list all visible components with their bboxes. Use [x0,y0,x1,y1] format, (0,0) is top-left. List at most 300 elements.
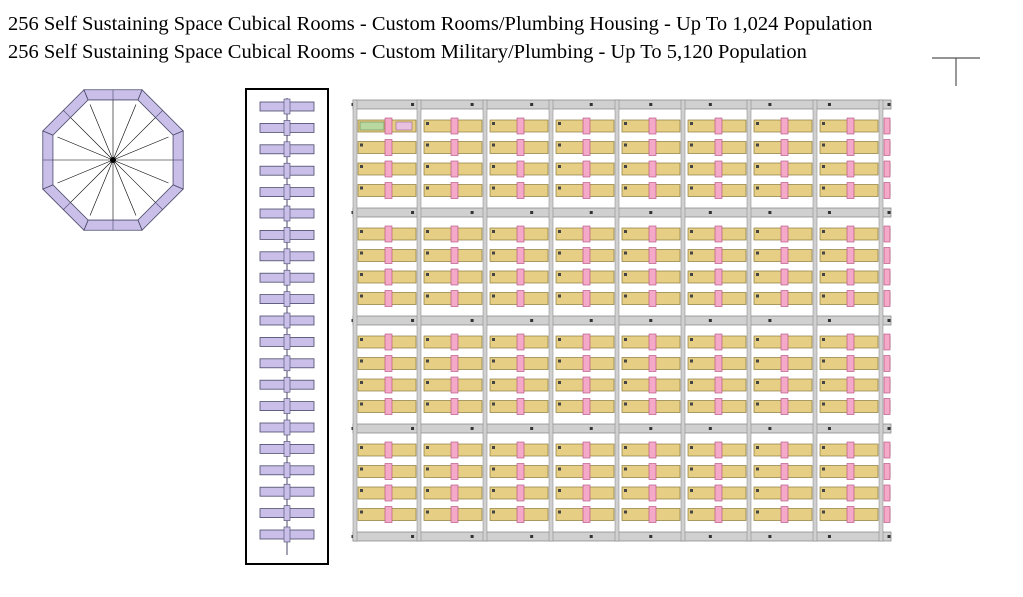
plumbing-unit [781,291,788,307]
vertical-shaft [879,100,883,541]
room-door [492,187,495,190]
room-door [624,295,627,298]
corridor-node [828,319,831,322]
room-door [558,144,561,147]
corridor-node [411,211,414,214]
plumbing-unit [385,183,392,199]
corridor-node [530,535,533,538]
plumbing-unit [517,140,524,156]
plumbing-unit [884,442,890,458]
room-detail-furniture [360,122,384,130]
plumbing-unit [583,118,590,134]
plumbing-unit [517,226,524,242]
corridor-node [888,535,891,538]
plumbing-unit [517,356,524,372]
room-door [690,230,693,233]
plumbing-unit [583,399,590,415]
room-door [360,360,363,363]
room-door [492,252,495,255]
plumbing-unit [847,183,854,199]
plumbing-unit [781,399,788,415]
plumbing-unit [884,226,890,242]
room-door [822,489,825,492]
stack-connector [284,99,290,114]
corridor-node [828,211,831,214]
plumbing-unit [781,356,788,372]
plumbing-unit [517,507,524,523]
room-door [822,165,825,168]
corridor-node [590,319,593,322]
room-door [492,381,495,384]
plumbing-unit [649,226,656,242]
plumbing-unit [583,377,590,393]
plumbing-unit [451,399,458,415]
corridor [353,424,891,433]
corridor-node [411,427,414,430]
room-detail-fixture [396,122,412,130]
room-door [492,468,495,471]
plumbing-unit [517,485,524,501]
room-door [624,273,627,276]
room-door [426,295,429,298]
plumbing-unit [451,269,458,285]
plumbing-unit [385,291,392,307]
room-door [624,165,627,168]
room-door [822,295,825,298]
octagon-spoke [67,160,113,206]
room-door [558,403,561,406]
corridor-node [411,319,414,322]
stack-connector [284,334,290,349]
stack-connector [284,313,290,328]
plumbing-unit [715,485,722,501]
room-door [492,403,495,406]
stack-connector [284,484,290,499]
octagon-habitat-diagram [32,82,194,238]
stack-connector [284,463,290,478]
plumbing-unit [649,248,656,264]
tee-connector-symbol [930,56,982,86]
room-door [426,165,429,168]
room-door [426,381,429,384]
corridor-node [768,427,771,430]
plumbing-unit [884,248,890,264]
plumbing-unit [715,269,722,285]
stack-connector [284,399,290,414]
room-door [756,295,759,298]
plumbing-unit [715,118,722,134]
room-door [558,489,561,492]
plumbing-unit [715,377,722,393]
corridor-node [709,103,712,106]
corridor-node [709,319,712,322]
room-door [558,273,561,276]
corridor [353,100,891,109]
plumbing-unit [517,377,524,393]
room-door [690,252,693,255]
room-door [690,381,693,384]
corridor-node [709,535,712,538]
plumbing-unit [451,291,458,307]
corridor-node [471,319,474,322]
room-door [492,489,495,492]
plumbing-unit [884,356,890,372]
plumbing-unit [517,464,524,480]
room-door [822,230,825,233]
corridor-node [471,535,474,538]
room-door [492,360,495,363]
plumbing-unit [847,464,854,480]
stack-connector [284,249,290,264]
room-door [426,273,429,276]
room-door [624,122,627,125]
corridor [353,316,891,325]
stack-connector [284,270,290,285]
plumbing-unit [847,291,854,307]
stack-connector [284,420,290,435]
stack-connector [284,142,290,157]
room-door [756,338,759,341]
room-door [360,403,363,406]
plumbing-unit [715,507,722,523]
room-door [558,252,561,255]
corridor-node [768,103,771,106]
corridor-node [888,103,891,106]
corridor-node [530,427,533,430]
stack-connector [284,441,290,456]
plumbing-unit [884,334,890,350]
room-door [624,381,627,384]
plumbing-unit [451,442,458,458]
room-door [558,295,561,298]
corridor-node [888,427,891,430]
room-door [558,381,561,384]
room-door [822,360,825,363]
room-door [822,446,825,449]
plumbing-unit [847,507,854,523]
vertical-shaft [681,100,685,541]
plumbing-unit [781,485,788,501]
plumbing-unit [884,140,890,156]
plumbing-unit [781,226,788,242]
plumbing-unit [781,248,788,264]
corridor-node [709,211,712,214]
corridor-node [411,535,414,538]
plumbing-unit [649,269,656,285]
corridor-node [828,103,831,106]
room-door [690,165,693,168]
corridor-node [649,211,652,214]
vertical-shaft [615,100,619,541]
plumbing-unit [649,399,656,415]
corridor-node [828,427,831,430]
plumbing-unit [451,140,458,156]
plumbing-unit [451,161,458,177]
room-door [690,273,693,276]
title-line-2: 256 Self Sustaining Space Cubical Rooms - Custom Military/Plumbing - Up To 5,120 Population [8,41,807,63]
plumbing-unit [583,334,590,350]
plumbing-unit [715,248,722,264]
plumbing-unit [385,248,392,264]
stack-connector [284,206,290,221]
room-door [558,187,561,190]
room-door [756,144,759,147]
plumbing-unit [847,248,854,264]
room-door [426,144,429,147]
plumbing-unit [847,377,854,393]
room-door [822,252,825,255]
room-door [426,489,429,492]
corridor [353,208,891,217]
room-door [624,338,627,341]
plumbing-unit [451,464,458,480]
vertical-shaft [483,100,487,541]
plumbing-unit [649,464,656,480]
room-door [690,360,693,363]
vertical-shaft [417,100,421,541]
plumbing-unit [583,291,590,307]
plumbing-unit [715,399,722,415]
room-door [360,338,363,341]
corridor-node [471,103,474,106]
plumbing-unit [781,269,788,285]
plumbing-unit [884,161,890,177]
room-door [756,122,759,125]
plumbing-unit [847,140,854,156]
octagon-spoke [113,114,159,160]
plumbing-unit [385,118,392,134]
plumbing-unit [451,226,458,242]
plumbing-unit [517,183,524,199]
corridor-node [590,427,593,430]
plumbing-unit [517,442,524,458]
room-door [492,144,495,147]
plumbing-unit [583,161,590,177]
room-door [690,144,693,147]
plumbing-unit [583,248,590,264]
plumbing-unit [385,140,392,156]
room-door [360,295,363,298]
corridor-node [768,319,771,322]
room-door [426,187,429,190]
room-door [426,403,429,406]
stack-connector [284,527,290,542]
room-door [360,489,363,492]
plumbing-unit [517,334,524,350]
plumbing-unit [649,161,656,177]
corridor-node [649,427,652,430]
corridor-node [471,427,474,430]
plumbing-unit [517,291,524,307]
room-door [822,403,825,406]
room-door [360,187,363,190]
room-door [492,511,495,514]
room-door [756,489,759,492]
plumbing-unit [781,183,788,199]
room-door [756,252,759,255]
corridor-node [530,211,533,214]
plumbing-unit [583,183,590,199]
corridor-node [590,535,593,538]
plumbing-unit [385,269,392,285]
room-door [690,295,693,298]
room-door [756,187,759,190]
room-door [360,273,363,276]
room-door [624,187,627,190]
octagon-hub [110,157,116,163]
plumbing-unit [847,269,854,285]
plumbing-unit [847,485,854,501]
room-door [360,468,363,471]
corridor-node [471,211,474,214]
plumbing-unit [847,334,854,350]
plumbing-unit [781,507,788,523]
plumbing-unit [715,183,722,199]
room-door [558,230,561,233]
plumbing-unit [715,291,722,307]
room-door [624,468,627,471]
vertical-shaft [353,100,357,541]
corridor-node [888,211,891,214]
room-door [624,252,627,255]
plumbing-unit [649,485,656,501]
room-door [690,446,693,449]
room-door [360,165,363,168]
stack-connector [284,163,290,178]
room-door [492,273,495,276]
stack-connector [284,185,290,200]
plumbing-unit [385,356,392,372]
room-door [426,511,429,514]
corridor-node [649,535,652,538]
plumbing-unit [583,226,590,242]
plumbing-unit [451,248,458,264]
plumbing-unit [385,226,392,242]
room-door [822,122,825,125]
plumbing-unit [385,161,392,177]
corridor-node [768,211,771,214]
room-door [690,489,693,492]
plumbing-unit [517,399,524,415]
plumbing-unit [583,485,590,501]
plumbing-unit [385,442,392,458]
stack-connector [284,292,290,307]
corridor [353,532,891,541]
plumbing-unit [884,464,890,480]
plumbing-unit [715,442,722,458]
room-door [426,230,429,233]
title-line-1: 256 Self Sustaining Space Cubical Rooms - Custom Rooms/Plumbing Housing - Up To 1,024 Population [8,13,873,35]
vertical-shaft [813,100,817,541]
room-door [822,381,825,384]
plumbing-unit [649,442,656,458]
room-door [822,273,825,276]
room-door [624,511,627,514]
corridor-node [590,211,593,214]
plumbing-unit [781,377,788,393]
plumbing-unit [884,269,890,285]
room-door [756,360,759,363]
room-door [822,511,825,514]
plumbing-unit [781,161,788,177]
plumbing-unit [385,464,392,480]
plumbing-unit [583,269,590,285]
room-door [426,360,429,363]
room-door [624,446,627,449]
room-door [624,403,627,406]
plumbing-unit [385,334,392,350]
plumbing-unit [451,356,458,372]
room-door [426,122,429,125]
plumbing-unit [715,140,722,156]
room-door [690,122,693,125]
room-door [492,165,495,168]
plumbing-unit [781,464,788,480]
room-door [492,338,495,341]
plumbing-unit [517,118,524,134]
plumbing-unit [649,334,656,350]
plumbing-unit [649,377,656,393]
plumbing-unit [884,377,890,393]
corridor-node [649,319,652,322]
plumbing-unit [517,269,524,285]
room-door [822,144,825,147]
plumbing-unit [649,356,656,372]
octagon-spoke [113,160,159,206]
room-door [624,144,627,147]
plumbing-unit [847,226,854,242]
room-door [690,468,693,471]
stack-connector [284,120,290,135]
room-door [492,295,495,298]
plumbing-unit [649,507,656,523]
plumbing-unit [715,356,722,372]
plumbing-unit [847,399,854,415]
plumbing-unit [715,226,722,242]
plumbing-unit [583,140,590,156]
plumbing-unit [649,118,656,134]
corridor-node [411,103,414,106]
stack-connector [284,356,290,371]
plumbing-unit [884,118,890,134]
plumbing-unit [884,399,890,415]
plumbing-unit [451,118,458,134]
room-door [360,144,363,147]
plumbing-unit [847,161,854,177]
corridor-node [649,103,652,106]
room-door [690,403,693,406]
room-door [492,230,495,233]
room-door [426,252,429,255]
room-door [822,468,825,471]
room-door [558,338,561,341]
room-door [690,511,693,514]
plumbing-unit [451,507,458,523]
plumbing-unit [583,507,590,523]
room-door [426,338,429,341]
room-door [624,489,627,492]
plumbing-unit [649,183,656,199]
room-door [360,446,363,449]
room-door [756,230,759,233]
plumbing-unit [715,161,722,177]
stack-connector [284,377,290,392]
plumbing-unit [385,399,392,415]
plumbing-unit [884,507,890,523]
room-door [756,381,759,384]
room-door [756,446,759,449]
corridor-node [530,319,533,322]
